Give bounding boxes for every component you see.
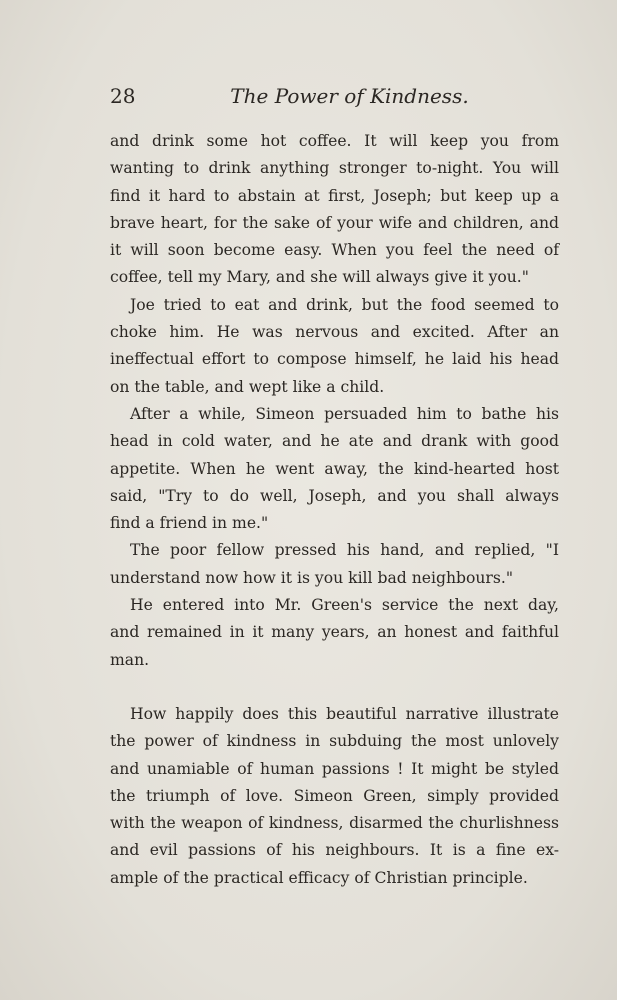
paragraph [110,701,559,892]
paragraph [110,537,559,592]
text-line: the power of kindness in subduing the most unlovely [110,732,559,751]
text-line: Joe tried to eat and drink, but the food seemed to [130,295,559,314]
text-line: and drink some hot coffee. It will keep you from [110,132,559,150]
running-title: The Power of Kindness. [230,84,469,108]
text-line: The poor fellow pressed his hand, and replied, "I [130,541,559,560]
paragraph [110,401,559,537]
text-line: with the weapon of kindness, disarmed the churlishness [110,814,559,833]
page-header [110,84,559,114]
text-line: After a while, Simeon persuaded him to bathe his [130,404,559,423]
text-line: choke him. He was nervous and excited. After an [110,323,559,342]
paragraph-gap [110,674,559,701]
text-line: on the table, and wept like a child. [110,377,385,396]
paragraph [110,592,559,674]
page-number: 28 [110,84,136,108]
text-line: and unamiable of human passions ! It might be styled [110,759,559,778]
paragraph [110,292,559,401]
text-line: and evil passions of his neighbours. It is a fine ex- [110,841,559,860]
text-line: head in cold water, and he ate and drank with good [110,432,559,451]
text-line: understand now how it is you kill bad neighbours." [110,568,513,587]
text-line: said, "Try to do well, Joseph, and you shall always [110,486,559,505]
text-line: ineffectual effort to compose himself, he laid his head [110,350,559,369]
text-line: coffee, tell my Mary, and she will always give it you." [110,268,529,287]
text-line: find a friend in me." [110,514,269,533]
text-line: wanting to drink anything stronger to-night. You will [110,159,559,178]
text-line: man. [110,650,150,669]
text-line: appetite. When he went away, the kind-hearted host [110,459,559,478]
text-line: ample of the practical efficacy of Christian principle. [110,868,528,887]
text-line: find it hard to abstain at first, Joseph; but keep up a [110,186,559,205]
text-line: and remained in it many years, an honest and faithful [110,623,559,642]
text-line: the triumph of love. Simeon Green, simply provided [110,786,559,805]
text-line: brave heart, for the sake of your wife and children, and [110,213,559,232]
text-line: How happily does this beautiful narrative illustrate [130,704,559,723]
body-text [110,128,559,892]
text-line: He entered into Mr. Green's service the next day, [130,596,559,615]
text-line: it will soon become easy. When you feel the need of [110,241,559,260]
paragraph [110,128,559,292]
